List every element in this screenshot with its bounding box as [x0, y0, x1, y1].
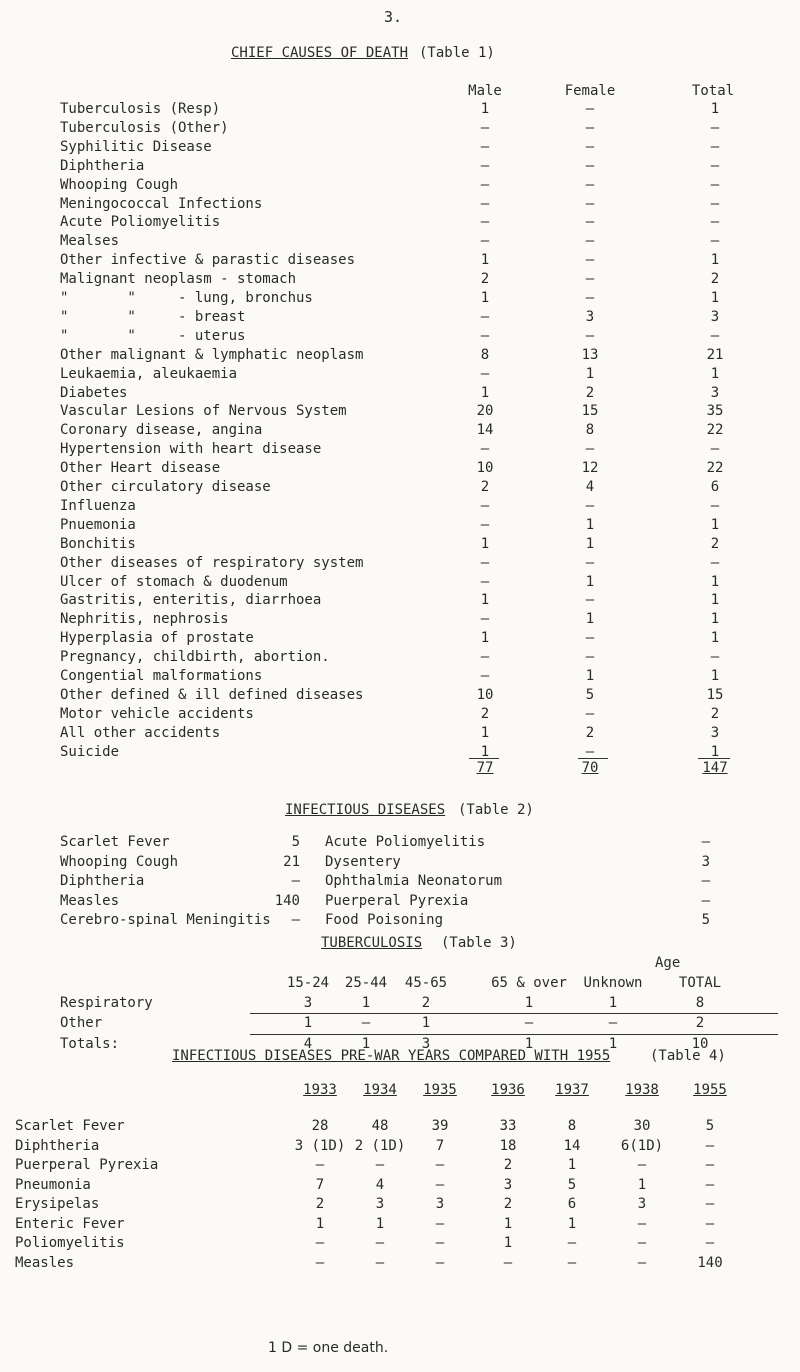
table4-cell: –: [705, 1235, 715, 1251]
table4-cell: 1: [315, 1216, 325, 1232]
table2-left-value: 21: [283, 854, 300, 870]
table1-row-female: 1: [585, 517, 595, 533]
table1-row-label: Diabetes: [60, 385, 128, 401]
table1-row-total: 1: [710, 290, 720, 306]
table1-row-male: 2: [480, 706, 490, 722]
table4-cell: 3: [375, 1196, 385, 1212]
table4-cell: 1: [375, 1216, 385, 1232]
table4-cell: 14: [563, 1138, 581, 1154]
table4-year-header-cell: 1937: [555, 1082, 589, 1098]
table1-row-total: 2: [710, 536, 720, 552]
table1-row-total: 1: [710, 574, 720, 590]
table1-row-total: 21: [706, 347, 724, 363]
table4-cell: 2: [503, 1157, 513, 1173]
table2-right-label: Food Poisoning: [325, 912, 444, 928]
table4-cell: –: [705, 1138, 715, 1154]
table4-cell: –: [567, 1255, 577, 1271]
table1-row-male: –: [480, 158, 490, 174]
table1-row-total: –: [710, 441, 720, 457]
table3-cell: 1: [421, 1015, 431, 1031]
table2-right-value: 5: [701, 912, 710, 928]
table1-row-male: –: [480, 177, 490, 193]
table1-row-male: –: [480, 441, 490, 457]
table4-cell: 18: [499, 1138, 517, 1154]
table2-right-label: Dysentery: [325, 854, 401, 870]
table3-cell: –: [361, 1015, 371, 1031]
table3-cell: 3: [421, 1036, 431, 1052]
table4-cell: –: [435, 1157, 445, 1173]
table3-cell: 1: [361, 995, 371, 1011]
table2-left-label: Cerebro-spinal Meningitis: [60, 912, 271, 928]
table1-row-label: Tuberculosis (Resp): [60, 101, 221, 117]
table1-row-label: Bonchitis: [60, 536, 136, 552]
table1-row-female: –: [585, 592, 595, 608]
table4-cell: –: [375, 1157, 385, 1173]
table1-row-male: 20: [476, 403, 494, 419]
table1-row-female: –: [585, 214, 595, 230]
table1-title: CHIEF CAUSES OF DEATH: [231, 45, 409, 61]
table1-row-female: 1: [585, 574, 595, 590]
table1-total-female: 70: [581, 760, 599, 776]
table1-header-female: Female: [564, 83, 616, 99]
table1-row-male: –: [480, 366, 490, 382]
table4-row-label: Erysipelas: [15, 1196, 100, 1212]
table3-cell: –: [608, 1015, 618, 1031]
table1-row-label: Influenza: [60, 498, 136, 514]
table1-row-total: 3: [710, 725, 720, 741]
table4-row-label: Poliomyelitis: [15, 1235, 125, 1251]
table1-row-female: 5: [585, 687, 595, 703]
table4-cell: –: [705, 1177, 715, 1193]
table1-row-total: –: [710, 498, 720, 514]
table1-row-total: 1: [710, 611, 720, 627]
table1-row-label: Other infective & parastic diseases: [60, 252, 356, 268]
table1-row-female: –: [585, 630, 595, 646]
table1-row-male: –: [480, 555, 490, 571]
table1-header-total: Total: [691, 83, 735, 99]
table3-row-label: Totals:: [60, 1036, 120, 1052]
table1-row-label: Motor vehicle accidents: [60, 706, 254, 722]
table1-row-male: –: [480, 196, 490, 212]
table1-row-total: 1: [710, 517, 720, 533]
table4-year-header-cell: 1955: [693, 1082, 727, 1098]
table3-cell: 1: [524, 1036, 534, 1052]
table3-cell: 1: [608, 995, 618, 1011]
table1-row-male: 2: [480, 479, 490, 495]
table1-row-male: 1: [480, 290, 490, 306]
table1-row-male: –: [480, 649, 490, 665]
table3-age-header: Age: [655, 955, 681, 971]
table4-year-header-cell: 1934: [363, 1082, 397, 1098]
table4-cell: –: [375, 1255, 385, 1271]
table3-cell: 1: [303, 1015, 313, 1031]
table1-row-female: –: [585, 498, 595, 514]
table3-col-header: TOTAL: [678, 975, 722, 991]
table1-row-total: –: [710, 233, 720, 249]
table3-cell: 1: [524, 995, 534, 1011]
table4-subtitle: (Table 4): [650, 1048, 726, 1064]
table1-row-label: Acute Poliomyelitis: [60, 214, 221, 230]
table4-cell: 1: [503, 1216, 513, 1232]
table1-row-male: –: [480, 309, 490, 325]
table3-cell: 10: [691, 1036, 709, 1052]
table1-row-male: 1: [480, 101, 490, 117]
table1-row-female: –: [585, 196, 595, 212]
table1-row-total: 2: [710, 706, 720, 722]
table1-total-rule-female: [578, 758, 608, 759]
table1-row-male: 1: [480, 385, 490, 401]
table4-footnote: 1 D = one death.: [268, 1340, 389, 1356]
table3-row-label: Respiratory: [60, 995, 153, 1011]
table2-right-label: Puerperal Pyrexia: [325, 893, 469, 909]
table2-left-label: Diphtheria: [60, 873, 145, 889]
table3-col-header: 65 & over: [491, 975, 567, 991]
table4-cell: 7: [435, 1138, 445, 1154]
table1-row-label: Nephritis, nephrosis: [60, 611, 229, 627]
table3-cell: 3: [303, 995, 313, 1011]
table1-row-label: Vascular Lesions of Nervous System: [60, 403, 347, 419]
table4-cell: –: [435, 1177, 445, 1193]
table1-row-total: –: [710, 196, 720, 212]
table1-row-female: –: [585, 290, 595, 306]
table3-cell: 2: [421, 995, 431, 1011]
table4-cell: 2: [315, 1196, 325, 1212]
table1-row-male: –: [480, 139, 490, 155]
table4-cell: 5: [567, 1177, 577, 1193]
table1-row-label: Whooping Cough: [60, 177, 179, 193]
table1-row-label: " " - uterus: [60, 328, 246, 344]
table4-row-label: Diphtheria: [15, 1138, 100, 1154]
table4-cell: 48: [371, 1118, 389, 1134]
table1-row-label: Gastritis, enteritis, diarrhoea: [60, 592, 322, 608]
table4-cell: –: [705, 1216, 715, 1232]
table1-row-total: 1: [710, 744, 720, 760]
table1-row-total: 1: [710, 668, 720, 684]
table4-year-header-cell: 1933: [303, 1082, 337, 1098]
table1-row-male: 14: [476, 422, 494, 438]
table4-row-label: Scarlet Fever: [15, 1118, 125, 1134]
table1-row-label: Other Heart disease: [60, 460, 221, 476]
table1-row-female: –: [585, 233, 595, 249]
table4-cell: 1: [567, 1216, 577, 1232]
table1-total-male: 77: [476, 760, 494, 776]
table3-title: TUBERCULOSIS: [321, 935, 423, 951]
table1-row-total: 6: [710, 479, 720, 495]
table4-cell: 7: [315, 1177, 325, 1193]
table4-cell: 8: [567, 1118, 577, 1134]
table1-row-male: 1: [480, 630, 490, 646]
table1-row-female: –: [585, 120, 595, 136]
table1-row-female: 15: [581, 403, 599, 419]
table1-row-female: 1: [585, 668, 595, 684]
table2-title: INFECTIOUS DISEASES: [285, 802, 446, 818]
table1-row-total: –: [710, 328, 720, 344]
table1-subtitle: (Table 1): [419, 45, 495, 61]
table1-row-total: 1: [710, 366, 720, 382]
table1-row-female: –: [585, 139, 595, 155]
table1-row-female: 2: [585, 385, 595, 401]
table1-row-male: 1: [480, 252, 490, 268]
table1-row-female: 1: [585, 366, 595, 382]
table3-subtitle: (Table 3): [441, 935, 517, 951]
table1-row-female: 8: [585, 422, 595, 438]
page-number: 3.: [384, 8, 403, 26]
table3-cell: 1: [361, 1036, 371, 1052]
table4-cell: 2 (1D): [354, 1138, 406, 1154]
table4-cell: 2: [503, 1196, 513, 1212]
table2-left-label: Measles: [60, 893, 120, 909]
table2-left-label: Whooping Cough: [60, 854, 179, 870]
table4-cell: 39: [431, 1118, 449, 1134]
table4-cell: –: [375, 1235, 385, 1251]
table1-row-label: All other accidents: [60, 725, 221, 741]
table3-cell: 2: [695, 1015, 705, 1031]
table4-cell: 3 (1D): [294, 1138, 346, 1154]
table2-left-value: 5: [291, 834, 300, 850]
table2-right-value: 3: [701, 854, 710, 870]
table1-row-male: –: [480, 328, 490, 344]
table4-cell: –: [315, 1157, 325, 1173]
table3-cell: 4: [303, 1036, 313, 1052]
table1-row-female: –: [585, 441, 595, 457]
table1-row-male: 10: [476, 460, 494, 476]
table1-row-label: Diphtheria: [60, 158, 145, 174]
table4-cell: 1: [637, 1177, 647, 1193]
table1-row-female: –: [585, 158, 595, 174]
table4-cell: 3: [637, 1196, 647, 1212]
table1-row-total: –: [710, 555, 720, 571]
table1-row-total: –: [710, 649, 720, 665]
table1-row-total: –: [710, 139, 720, 155]
table1-row-male: –: [480, 498, 490, 514]
table1-row-label: " " - lung, bronchus: [60, 290, 313, 306]
table4-cell: –: [315, 1255, 325, 1271]
table1-row-total: 1: [710, 592, 720, 608]
table2-right-value: –: [701, 893, 710, 909]
table1-row-female: –: [585, 252, 595, 268]
table1-row-female: 1: [585, 536, 595, 552]
table1-row-label: Hyperplasia of prostate: [60, 630, 254, 646]
table1-row-male: 10: [476, 687, 494, 703]
table1-row-total: 1: [710, 252, 720, 268]
table4-cell: –: [315, 1235, 325, 1251]
table2-right-label: Acute Poliomyelitis: [325, 834, 486, 850]
table4-cell: –: [705, 1157, 715, 1173]
table1-row-label: Other circulatory disease: [60, 479, 271, 495]
table2-left-value: 140: [274, 893, 300, 909]
table1-row-total: 22: [706, 460, 724, 476]
table4-cell: –: [503, 1255, 513, 1271]
table4-cell: 33: [499, 1118, 517, 1134]
table3-cell: 1: [608, 1036, 618, 1052]
table1-row-total: 1: [710, 101, 720, 117]
table1-row-label: Coronary disease, angina: [60, 422, 263, 438]
table1-row-male: –: [480, 611, 490, 627]
table1-row-female: 1: [585, 611, 595, 627]
table1-row-total: 3: [710, 309, 720, 325]
table2-left-value: –: [291, 873, 300, 889]
table1-row-label: Syphilitic Disease: [60, 139, 212, 155]
table2-subtitle: (Table 2): [458, 802, 534, 818]
table1-row-label: Congential malformations: [60, 668, 263, 684]
table1-header-male: Male: [468, 83, 502, 99]
table3-cell: 8: [695, 995, 705, 1011]
table4-cell: –: [637, 1255, 647, 1271]
table1-row-female: 13: [581, 347, 599, 363]
table4-cell: –: [637, 1235, 647, 1251]
table1-row-total: 35: [706, 403, 724, 419]
table3-col-header: 45-65: [404, 975, 448, 991]
table4-cell: –: [637, 1216, 647, 1232]
table1-row-female: 2: [585, 725, 595, 741]
table4-year-header-cell: 1936: [491, 1082, 525, 1098]
table1-total-rule-total: [698, 758, 730, 759]
table1-row-female: –: [585, 177, 595, 193]
table2-right-value: –: [701, 834, 710, 850]
table4-row-label: Enteric Fever: [15, 1216, 125, 1232]
table1-row-male: –: [480, 233, 490, 249]
table1-row-male: 2: [480, 271, 490, 287]
table1-row-label: Other defined & ill defined diseases: [60, 687, 364, 703]
table4-year-header-cell: 1935: [423, 1082, 457, 1098]
table1-row-male: 1: [480, 725, 490, 741]
table1-row-male: –: [480, 517, 490, 533]
table2-left-label: Scarlet Fever: [60, 834, 170, 850]
table1-row-male: –: [480, 214, 490, 230]
table4-cell: 5: [705, 1118, 715, 1134]
table4-cell: 1: [503, 1235, 513, 1251]
table1-row-female: –: [585, 101, 595, 117]
table3-other-underline: [250, 1013, 778, 1014]
table3-row-label: Other: [60, 1015, 103, 1031]
table1-row-total: –: [710, 158, 720, 174]
table4-year-header-cell: 1938: [625, 1082, 659, 1098]
table4-title: INFECTIOUS DISEASES PRE-WAR YEARS COMPARED WITH 1955: [172, 1048, 611, 1064]
table3-col-header: Unknown: [583, 975, 643, 991]
table4-cell: 30: [633, 1118, 651, 1134]
table1-row-label: Suicide: [60, 744, 120, 760]
table4-cell: –: [637, 1157, 647, 1173]
table1-row-label: Other malignant & lymphatic neoplasm: [60, 347, 364, 363]
table4-row-label: Pneumonia: [15, 1177, 91, 1193]
table4-cell: 140: [697, 1255, 723, 1271]
table1-row-label: Other diseases of respiratory system: [60, 555, 364, 571]
table1-row-label: " " - breast: [60, 309, 246, 325]
table1-row-total: 2: [710, 271, 720, 287]
table1-row-female: –: [585, 271, 595, 287]
table1-row-label: Meningococcal Infections: [60, 196, 263, 212]
table3-col-header: 15-24: [286, 975, 330, 991]
table1-row-label: Malignant neoplasm - stomach: [60, 271, 297, 287]
table2-right-label: Ophthalmia Neonatorum: [325, 873, 503, 889]
table1-row-male: 1: [480, 592, 490, 608]
table1-row-label: Pregnancy, childbirth, abortion.: [60, 649, 330, 665]
table1-row-male: –: [480, 668, 490, 684]
table4-cell: –: [435, 1235, 445, 1251]
table1-total-rule-male: [469, 758, 499, 759]
table1-total-total: 147: [702, 760, 728, 776]
table4-row-label: Measles: [15, 1255, 75, 1271]
table1-row-label: Tuberculosis (Other): [60, 120, 229, 136]
table4-cell: –: [705, 1196, 715, 1212]
table1-row-male: 1: [480, 536, 490, 552]
table1-row-female: –: [585, 328, 595, 344]
table1-row-label: Mealses: [60, 233, 120, 249]
table2-left-value: –: [291, 912, 300, 928]
table2-right-value: –: [701, 873, 710, 889]
table4-cell: 6: [567, 1196, 577, 1212]
table1-row-label: Ulcer of stomach & duodenum: [60, 574, 288, 590]
table1-row-female: –: [585, 649, 595, 665]
table4-cell: –: [435, 1255, 445, 1271]
table4-cell: 6(1D): [620, 1138, 664, 1154]
table4-cell: 3: [503, 1177, 513, 1193]
table1-row-female: 3: [585, 309, 595, 325]
table3-cell: –: [524, 1015, 534, 1031]
table1-row-label: Pnuemonia: [60, 517, 136, 533]
table1-row-male: –: [480, 574, 490, 590]
table4-row-label: Puerperal Pyrexia: [15, 1157, 159, 1173]
table1-row-total: 22: [706, 422, 724, 438]
table1-row-total: –: [710, 177, 720, 193]
table1-row-female: –: [585, 555, 595, 571]
table1-row-total: –: [710, 214, 720, 230]
table1-row-female: 4: [585, 479, 595, 495]
table1-row-male: 1: [480, 744, 490, 760]
table1-row-total: 15: [706, 687, 724, 703]
table4-cell: –: [567, 1235, 577, 1251]
table1-row-male: –: [480, 120, 490, 136]
table4-cell: 28: [311, 1118, 329, 1134]
table1-row-label: Leukaemia, aleukaemia: [60, 366, 238, 382]
table1-row-male: 8: [480, 347, 490, 363]
table1-row-female: –: [585, 744, 595, 760]
table1-row-female: –: [585, 706, 595, 722]
table4-cell: 4: [375, 1177, 385, 1193]
table3-totals-underline: [250, 1034, 778, 1035]
table1-row-total: 1: [710, 630, 720, 646]
table1-row-female: 12: [581, 460, 599, 476]
table1-row-label: Hypertension with heart disease: [60, 441, 322, 457]
table1-row-total: 3: [710, 385, 720, 401]
table1-row-total: –: [710, 120, 720, 136]
table4-cell: 1: [567, 1157, 577, 1173]
table4-cell: –: [435, 1216, 445, 1232]
table4-cell: 3: [435, 1196, 445, 1212]
table3-col-header: 25-44: [344, 975, 388, 991]
